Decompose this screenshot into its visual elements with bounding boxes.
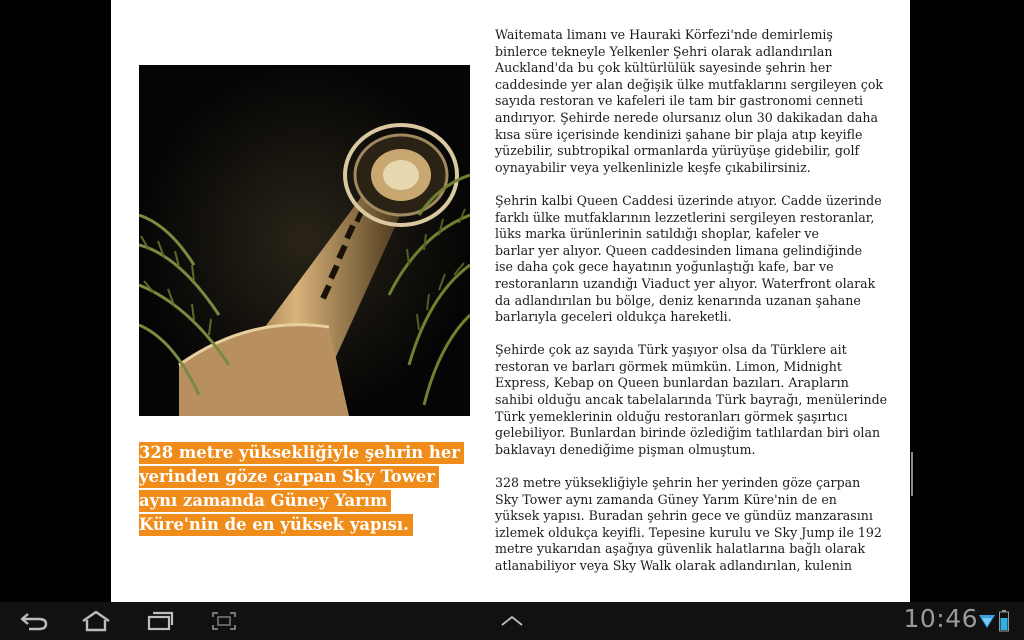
home-icon: [80, 609, 112, 633]
back-arrow-icon: [19, 610, 49, 632]
screenshot-icon: [210, 610, 238, 632]
chevron-up-icon: [499, 613, 525, 629]
recent-apps-button[interactable]: [140, 602, 180, 640]
paragraph-1: Waitemata limanı ve Hauraki Körfezi'nde demirlemiş binlerce tekneyle Yelkenler Şehri olarak adlandırılan Auckland'da bu çok kültürlülük sayesinde şehrin her caddesinde yer alan değişik ülke mutfaklarını sergileyen çok sayıda restoran ve kafeleri ile tam bir gastronomi cenneti andırıyor. Şehirde nerede olursanız olun 30 dakikadan daha kısa süre içerisinde kendinizi şahane bir plaja atıp keyifle yüzebilir, subtropikal ormanlarda yürüyüşe gidebilir, golf oynayabilir veya yelkenlinizle keşfe çıkabilirsiniz.: [495, 27, 884, 175]
recent-apps-icon: [146, 610, 174, 632]
battery-icon: [999, 610, 1009, 632]
paragraph-4: 328 metre yüksekliğiyle şehrin her yerinden göze çarpan Sky Tower aynı zamanda Güney Yarım Küre'nin de en yüksek yapısı. Buradan şehrin gece ve gündüz manzarasını izlemek oldukça keyifli. Tepesine kurulu ve Sky Jump ile 192 metre yukarıdan aşağıya güvenlik halatlarına bağlı olarak atlanabiliyor veya Sky Walk olarak adlandırılan, kulenin: [495, 475, 882, 573]
screenshot-button[interactable]: [204, 602, 244, 640]
photo-caption: 328 metre yüksekliğiyle şehrin her yerinden göze çarpan Sky Tower aynı zamanda Güney Yarım Küre'nin de en yüksek yapısı.: [139, 441, 469, 537]
home-button[interactable]: [76, 602, 116, 640]
status-clock: 10:46: [903, 604, 978, 633]
paragraph-3: Şehirde çok az sayıda Türk yaşıyor olsa da Türklere ait restoran ve barları görmek mümkün. Limon, Midnight Express, Kebap on Queen bunlardan bazıları. Arapların sahibi olduğu ancak tabelalarında Türk bayrağı, menülerinde Türk yemeklerinin olduğu restoranları görmek şaşırtıcı gelebiliyor. Bunlardan birinde özlediğim tatlılardan biri olan baklavayı denediğime pişman olmuştum.: [495, 342, 888, 457]
back-button[interactable]: [14, 602, 54, 640]
sky-tower-photo: [139, 65, 470, 416]
article-body: [495, 27, 895, 591]
wifi-icon: [978, 612, 996, 630]
magazine-page: [111, 0, 910, 602]
menu-button[interactable]: [494, 602, 530, 640]
system-navigation-bar: [0, 602, 1024, 640]
scroll-indicator[interactable]: [911, 452, 913, 496]
paragraph-2: Şehrin kalbi Queen Caddesi üzerinde atıyor. Cadde üzerinde farklı ülke mutfaklarının lezzetlerini sergileyen restoranlar, lüks marka ürünlerinin satıldığı shoplar, kafeler ve barlar yer alıyor. Queen caddesinden limana gelindiğinde ise daha çok gece hayatının yoğunlaştığı kafe, bar ve restoranların uzandığı Viaduct yer alıyor. Waterfront olarak da adlandırılan bu bölge, deniz kenarında uzanan şahane barlarıyla geceleri oldukça hareketli.: [495, 192, 882, 325]
